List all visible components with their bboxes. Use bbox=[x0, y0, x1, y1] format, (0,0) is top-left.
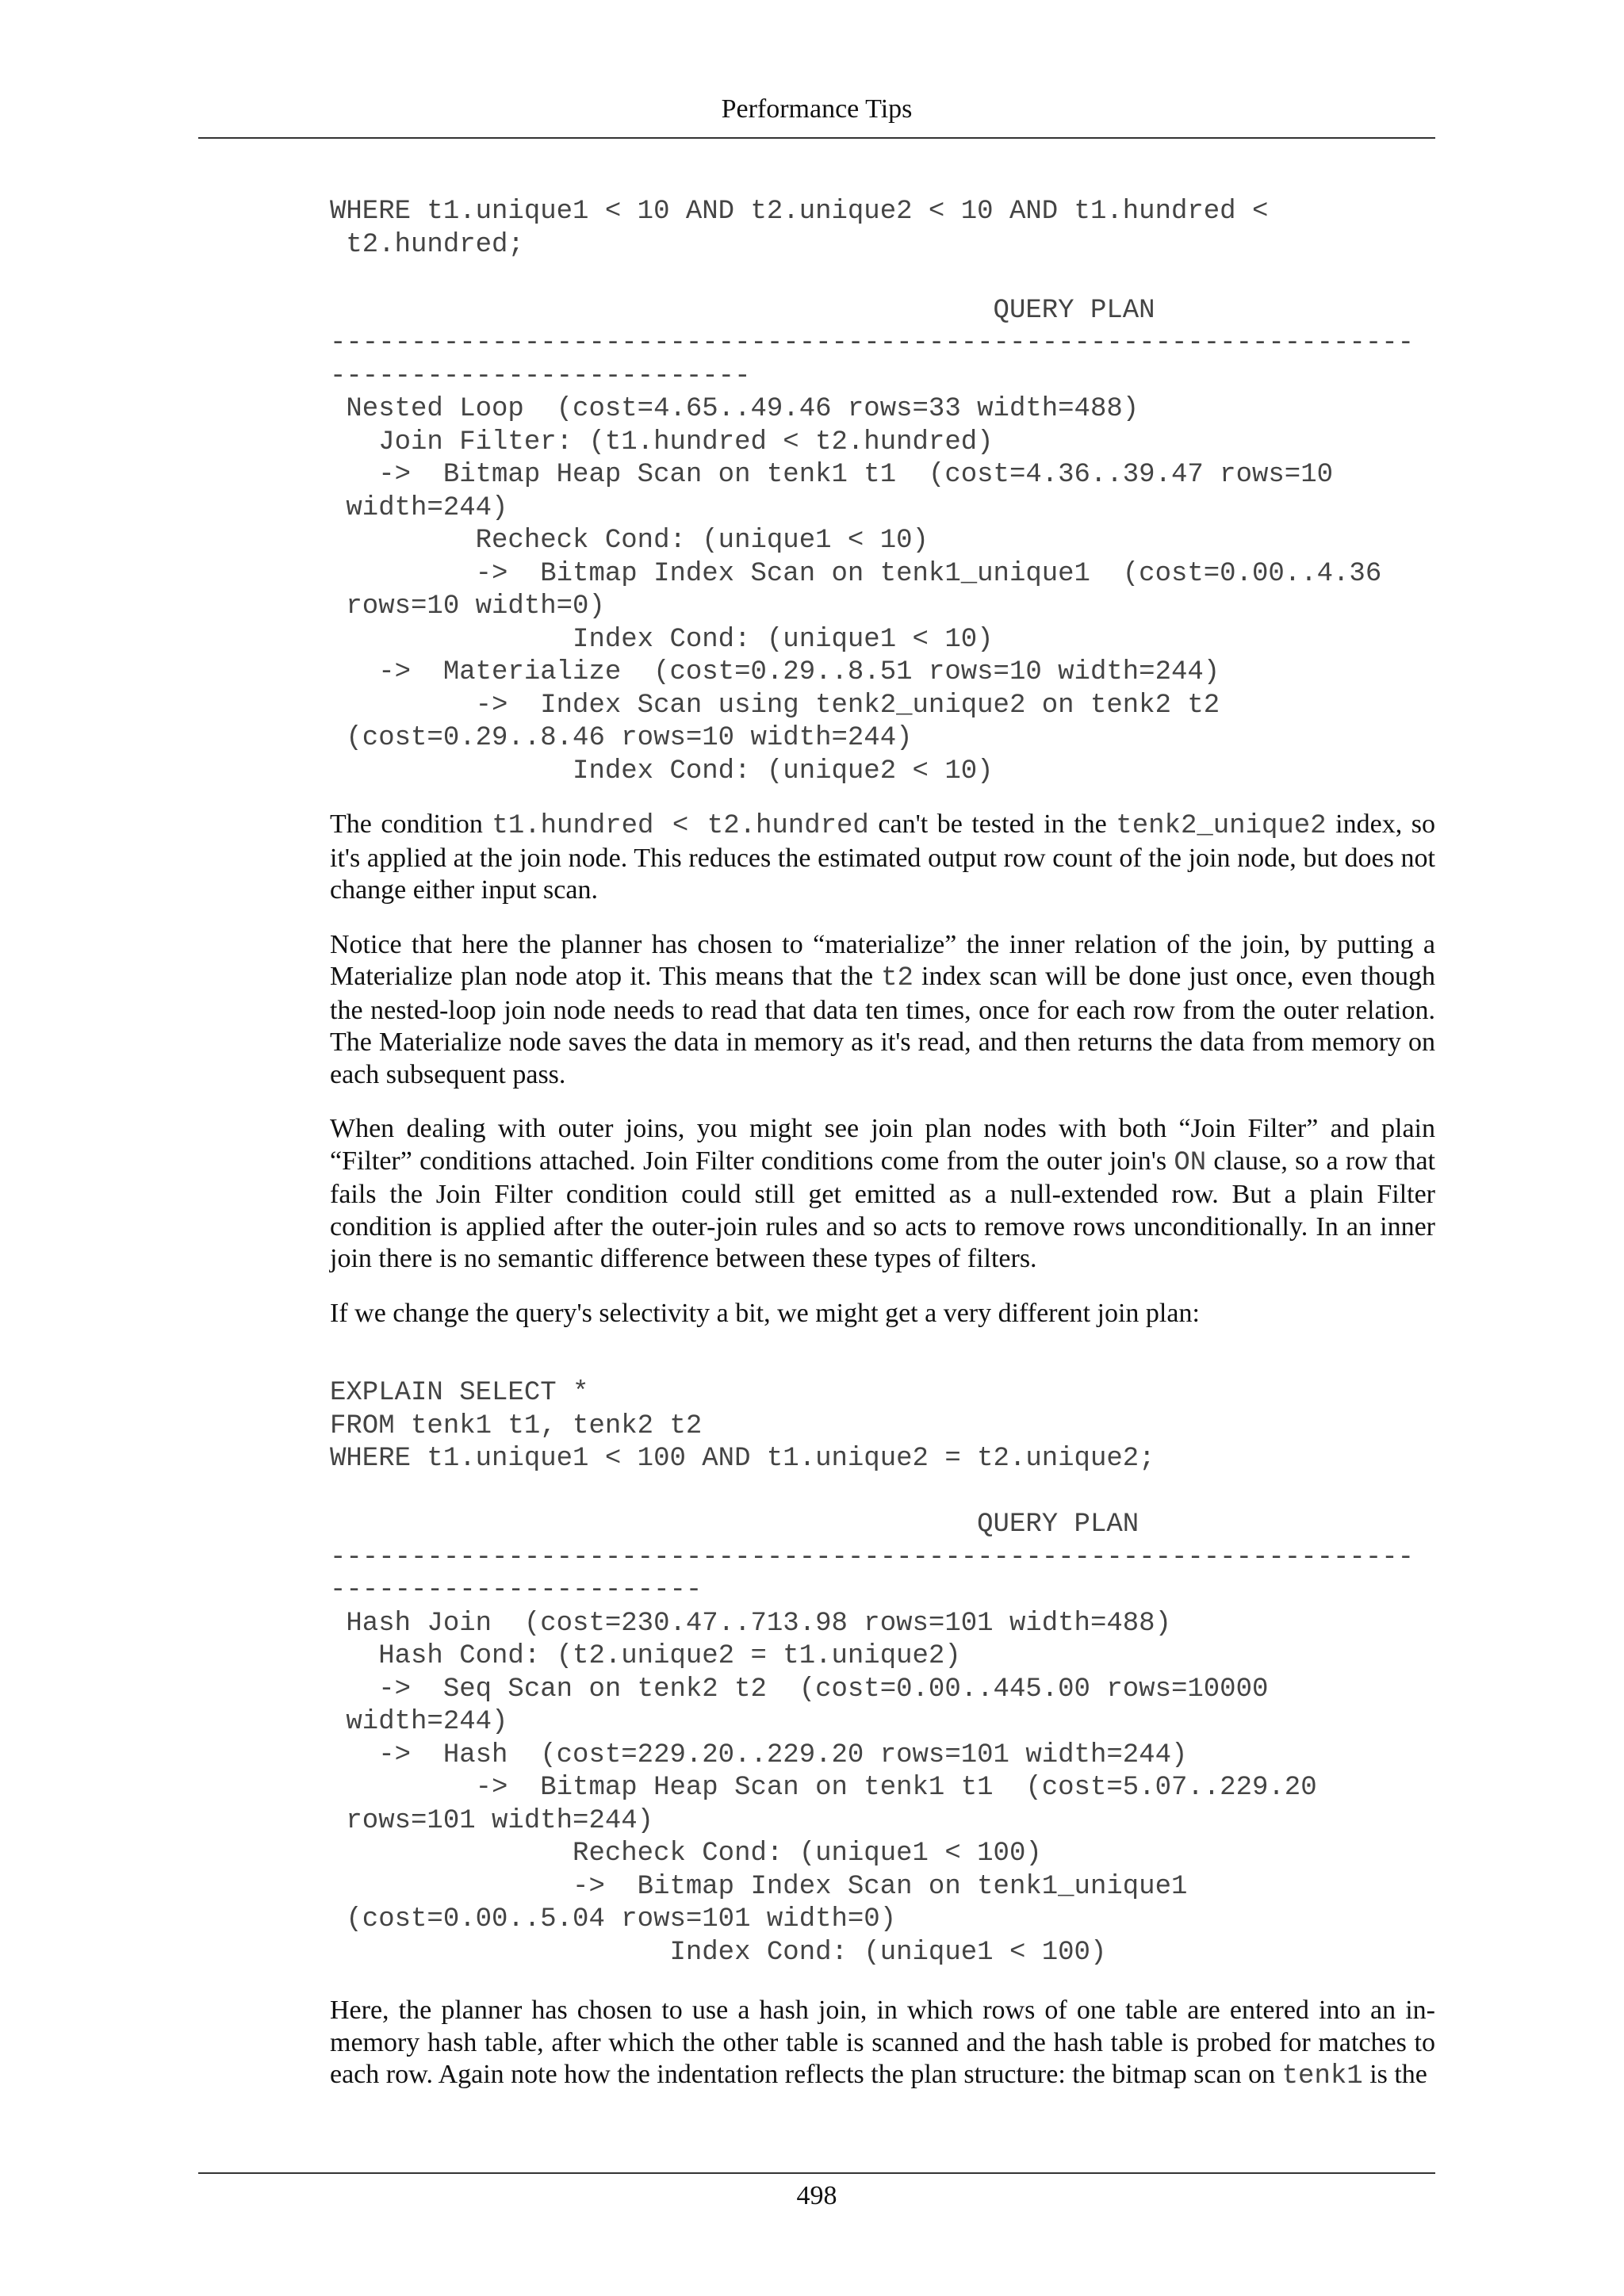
paragraph-materialize bbox=[330, 929, 1435, 1092]
inline-code: ON bbox=[1174, 1147, 1207, 1178]
text-run: When dealing with outer joins, you might see join plan nodes with both “Join Filter” and plain “Filter” conditions attached. Join Filter conditions come from the outer join's bbox=[330, 1114, 1435, 1176]
text-run: index, so it's applied at the join node. This reduces the estimated output row count of the join node, but does not change either input scan. bbox=[330, 809, 1435, 905]
text-run: Here, the planner has chosen to use a hash join, in which rows of one table are entered into an in-memory hash table, after which the other table is scanned and the hash table is probed for matches to each row. Again note how the indentation reflects the plan structure: the bitmap scan on bbox=[330, 1996, 1435, 2089]
footer-rule bbox=[198, 2172, 1435, 2174]
page-header-title: Performance Tips bbox=[721, 94, 913, 124]
text-run: is the bbox=[1362, 2060, 1427, 2089]
paragraph-outer-joins bbox=[330, 1113, 1435, 1276]
page-number: 498 bbox=[796, 2181, 837, 2210]
inline-code: t1.hundred < t2.hundred bbox=[492, 811, 869, 841]
inline-code: tenk1 bbox=[1281, 2061, 1363, 2091]
text-run: Notice that here the planner has chosen to “materialize” the inner relation of the join, by putting a Materialize plan node atop it. This means that the bbox=[330, 929, 1435, 991]
text-run: clause, so a row that fails the Join Filter condition could still get emitted as a null-extended row. But a plain Filter condition is applied after the outer-join rules and so acts to remove rows unconditionally. In an inner join there is no semantic difference between these types of filters. bbox=[330, 1146, 1435, 1273]
paragraph-hash-join bbox=[330, 1995, 1435, 2093]
text-run: index scan will be done just once, even though the nested-loop join node needs to read that data ten times, once for each row from the outer relation. The Materialize node saves the data in memory as it's read, and then returns the data from memory on each subsequent pass. bbox=[330, 962, 1435, 1089]
paragraph-join-filter-condition bbox=[330, 809, 1435, 907]
header-rule bbox=[198, 137, 1435, 139]
inline-code: t2 bbox=[881, 963, 914, 993]
text-run: If we change the query's selectivity a bit, we might get a very different join plan: bbox=[330, 1298, 1200, 1328]
inline-code: tenk2_unique2 bbox=[1116, 811, 1327, 841]
paragraph-selectivity bbox=[330, 1298, 1435, 1330]
page-content bbox=[330, 196, 1435, 2093]
query-plan-code-block-hash-join: EXPLAIN SELECT * FROM tenk1 t1, tenk2 t2 WHERE t1.unique1 < 100 AND t1.unique2 = t2.unique2; QUERY PLAN ------------------------------------------------------------------- ----------------------- Hash Join (cost=230.47..713.98 rows=101 width=488) Hash Cond: (t2.unique2 = t1.unique2) -> Seq Scan on tenk2 t2 (cost=0.00..445.00 rows=10000 width=244) -> Hash (cost=229.20..229.20 rows=101 width=244) -> Bitmap Heap Scan on tenk1 t1 (cost=5.07..229.20 rows=101 width=244) Recheck Cond: (unique1 < 100) -> Bitmap Index Scan on tenk1_unique1 (cost=0.00..5.04 rows=101 width=0) Index Cond: (unique1 < 100) bbox=[330, 1378, 1415, 1968]
text-run: can't be tested in the bbox=[868, 809, 1116, 839]
query-plan-code-block-nested-loop: WHERE t1.unique1 < 10 AND t2.unique2 < 10 AND t1.hundred < t2.hundred; QUERY PLAN ------------------------------------------------------------------- -------------------------- Nested Loop (cost=4.65..49.46 rows=33 width=488) Join Filter: (t1.hundred < t2.hundred) -> Bitmap Heap Scan on tenk1 t1 (cost=4.36..39.47 rows=10 width=244) Recheck Cond: (unique1 < 10) -> Bitmap Index Scan on tenk1_unique1 (cost=0.00..4.36 rows=10 width=0) Index Cond: (unique1 < 10) -> Materialize (cost=0.29..8.51 rows=10 width=244) -> Index Scan using tenk2_unique2 on tenk2 t2 (cost=0.29..8.46 rows=10 width=244) Index Cond: (unique2 < 10) bbox=[330, 197, 1415, 786]
text-run: The condition bbox=[330, 809, 492, 839]
